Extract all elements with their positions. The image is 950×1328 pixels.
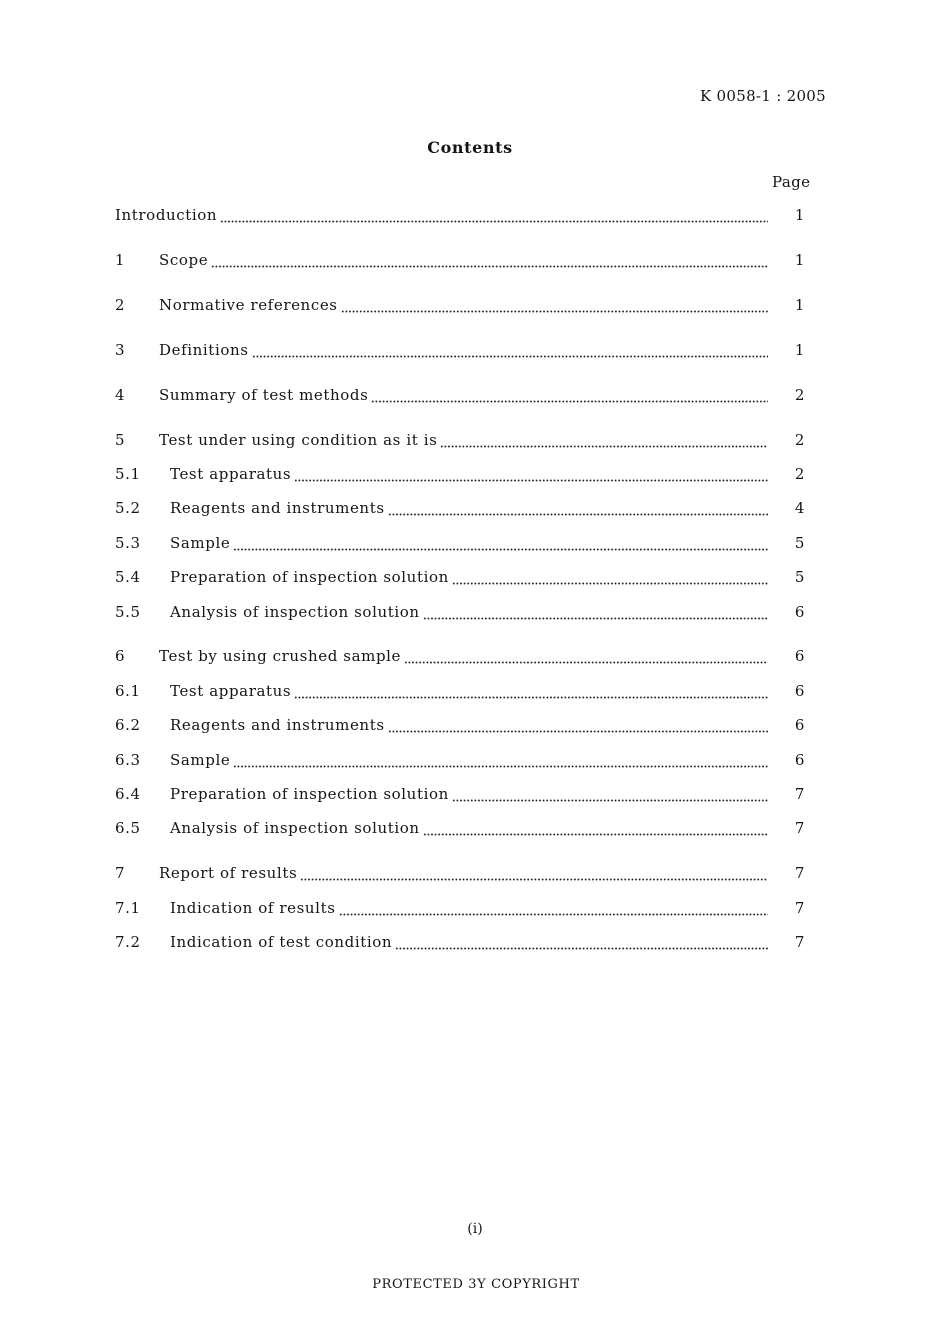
dot-leader <box>233 533 768 553</box>
toc-entry-6-2 <box>115 708 805 742</box>
entry-title: Indication of results <box>170 898 336 917</box>
entry-page: 5 <box>794 568 805 587</box>
footer-page-number: (i) <box>467 1221 483 1237</box>
dot-leader <box>294 464 768 484</box>
toc-entry-6-3 <box>115 742 805 776</box>
entry-title: Preparation of inspection solution <box>170 785 449 804</box>
entry-title: Analysis of inspection solution <box>170 602 420 621</box>
dot-leader <box>252 340 768 360</box>
table-of-contents <box>115 198 805 959</box>
entry-title: Reagents and instruments <box>170 716 385 735</box>
entry-number: 6.5 <box>115 819 141 838</box>
entry-number: 6.2 <box>115 716 141 735</box>
copyright-notice: PROTECTED 3Y COPYRIGHT <box>372 1277 580 1292</box>
entry-number: 5.5 <box>115 602 141 621</box>
toc-entry-6-1 <box>115 674 805 708</box>
entry-number: 5 <box>115 430 126 449</box>
entry-number: 1 <box>115 251 126 270</box>
toc-entry-5-3 <box>115 526 805 560</box>
entry-title: Sample <box>170 533 231 552</box>
entry-page: 5 <box>794 533 805 552</box>
toc-entry-4 <box>115 378 805 412</box>
entry-page: 2 <box>794 430 805 449</box>
entry-title: Summary of test methods <box>159 385 369 404</box>
entry-title: Normative references <box>159 295 338 314</box>
entry-page: 1 <box>794 295 805 314</box>
dot-leader <box>339 898 769 918</box>
dot-leader <box>233 750 768 770</box>
entry-page: 6 <box>794 716 805 735</box>
entry-number: 3 <box>115 340 126 359</box>
entry-title: Test apparatus <box>170 681 292 700</box>
entry-page: 7 <box>794 785 805 804</box>
entry-number: 7.2 <box>115 933 141 952</box>
entry-title: Test apparatus <box>170 465 292 484</box>
entry-number: 6.3 <box>115 750 141 769</box>
dot-leader <box>452 784 768 804</box>
entry-page: 7 <box>794 933 805 952</box>
entry-page: 1 <box>794 251 805 270</box>
toc-entry-5-2 <box>115 491 805 525</box>
entry-number: 6.1 <box>115 681 141 700</box>
toc-entry-5 <box>115 422 805 456</box>
dot-leader <box>300 863 768 883</box>
dot-leader <box>388 715 768 735</box>
entry-number: 6 <box>115 647 126 666</box>
dot-leader <box>220 205 768 225</box>
entry-number: 7 <box>115 864 126 883</box>
entry-title: Report of results <box>159 864 298 883</box>
toc-entry-5-4 <box>115 560 805 594</box>
toc-entry-7-2 <box>115 925 805 959</box>
entry-page: 1 <box>794 340 805 359</box>
entry-page: 6 <box>794 602 805 621</box>
entry-page: 7 <box>794 819 805 838</box>
document-id: K 0058-1 : 2005 <box>699 87 826 105</box>
entry-number: 5.2 <box>115 499 141 518</box>
entry-title: Test under using condition as it is <box>159 430 438 449</box>
toc-entry-5-1 <box>115 457 805 491</box>
dot-leader <box>341 295 768 315</box>
entry-number: 2 <box>115 295 126 314</box>
entry-page: 7 <box>794 898 805 917</box>
toc-entry-2 <box>115 288 805 322</box>
toc-entry-7-1 <box>115 891 805 925</box>
toc-entry-3 <box>115 333 805 367</box>
entry-title: Reagents and instruments <box>170 499 385 518</box>
dot-leader <box>452 567 768 587</box>
entry-title: Analysis of inspection solution <box>170 819 420 838</box>
entry-page: 7 <box>794 864 805 883</box>
page-title: Contents <box>427 138 513 157</box>
entry-page: 1 <box>794 206 805 225</box>
entry-title: Definitions <box>159 340 249 359</box>
entry-title: Sample <box>170 750 231 769</box>
entry-title: Preparation of inspection solution <box>170 568 449 587</box>
dot-leader <box>404 646 768 666</box>
entry-page: 2 <box>794 385 805 404</box>
entry-number: 5.3 <box>115 533 141 552</box>
toc-entry-6 <box>115 639 805 673</box>
dot-leader <box>211 250 768 270</box>
dot-leader <box>423 602 768 622</box>
toc-entry-6-5 <box>115 811 805 845</box>
entry-number: 5.1 <box>115 465 141 484</box>
dot-leader <box>371 385 768 405</box>
toc-entry-introduction <box>115 198 805 232</box>
entry-number: 4 <box>115 385 126 404</box>
entry-number: 6.4 <box>115 785 141 804</box>
entry-page: 6 <box>794 681 805 700</box>
toc-entry-1 <box>115 243 805 277</box>
entry-page: 4 <box>794 499 805 518</box>
entry-number: 5.4 <box>115 568 141 587</box>
dot-leader <box>440 430 768 450</box>
entry-number: 7.1 <box>115 898 141 917</box>
dot-leader <box>395 932 768 952</box>
entry-title: Test by using crushed sample <box>159 647 402 666</box>
toc-entry-6-4 <box>115 777 805 811</box>
dot-leader <box>294 681 768 701</box>
entry-page: 2 <box>794 465 805 484</box>
entry-title: Introduction <box>115 206 218 225</box>
entry-page: 6 <box>794 647 805 666</box>
dot-leader <box>423 818 768 838</box>
entry-title: Indication of test condition <box>170 933 393 952</box>
entry-title: Scope <box>159 251 209 270</box>
toc-entry-7 <box>115 856 805 890</box>
entry-page: 6 <box>794 750 805 769</box>
dot-leader <box>388 498 768 518</box>
page-column-label: Page <box>772 173 811 191</box>
toc-entry-5-5 <box>115 594 805 628</box>
